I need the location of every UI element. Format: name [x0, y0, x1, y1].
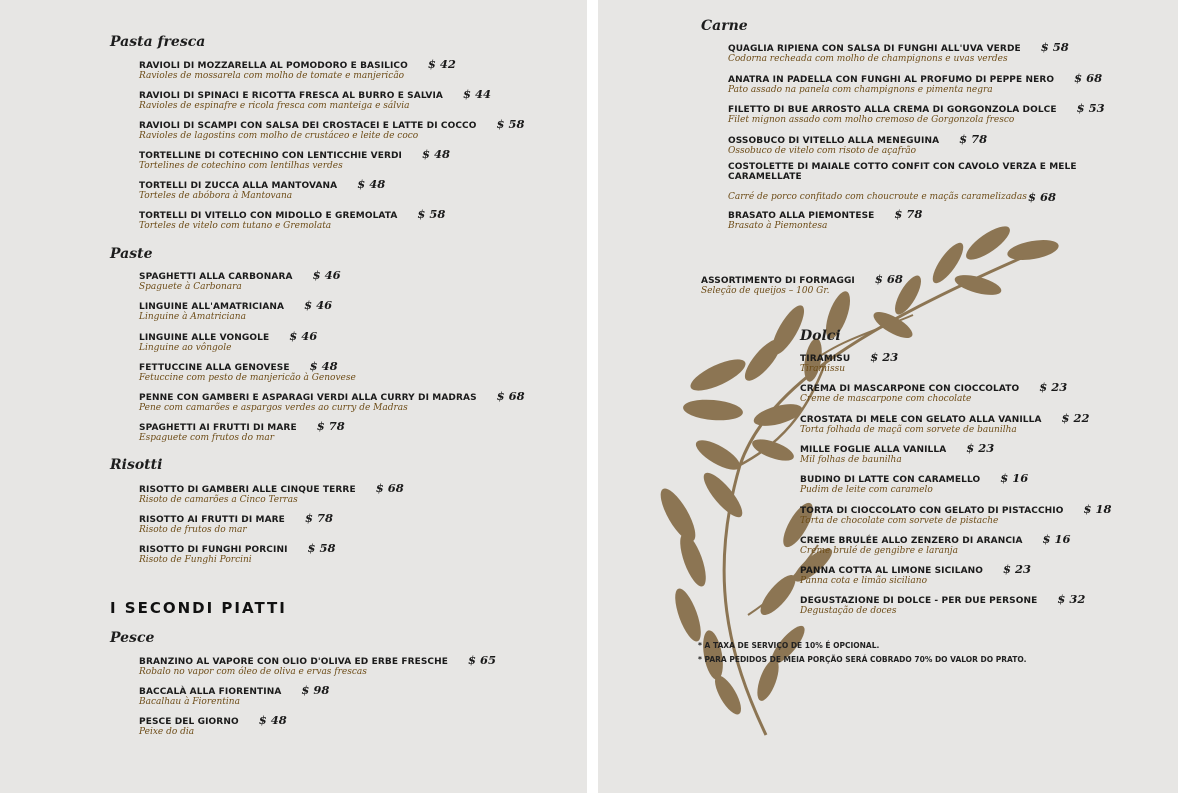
- item-description: Bacalhau à Fiorentina: [139, 697, 240, 707]
- menu-item: [139, 329, 317, 353]
- item-price: $ 58: [307, 541, 336, 555]
- item-name: PENNE CON GAMBERI E ASPARAGI VERDI ALLA CURRY DI MADRAS: [139, 393, 477, 403]
- item-name: TIRAMISU: [800, 354, 851, 364]
- item-description: Panna cota e limão siciliano: [800, 576, 928, 586]
- item-price: $ 78: [894, 207, 923, 221]
- item-description: Risoto de Funghi Porcini: [139, 555, 252, 565]
- item-description: Risoto de frutos do mar: [139, 525, 247, 535]
- item-description: Ossobuco de vitelo com risoto de açafrão: [728, 146, 917, 156]
- item-description: Spaguete à Carbonara: [139, 282, 242, 292]
- item-name: RAVIOLI DI SCAMPI CON SALSA DEI CROSTACEI E LATTE DI COCCO: [139, 121, 477, 131]
- item-description: Espaguete com frutos do mar: [139, 433, 275, 443]
- item-description: Pudim de leite com caramelo: [800, 485, 933, 495]
- item-name: SPAGHETTI ALLA CARBONARA: [139, 272, 293, 282]
- item-price: $ 65: [468, 653, 497, 667]
- menu-item: [139, 541, 336, 565]
- menu-item: [800, 350, 898, 374]
- item-description: Linguine à Amatriciana: [139, 312, 246, 322]
- item-name: RAVIOLI DI SPINACI E RICOTTA FRESCA AL BURRO E SALVIA: [139, 91, 443, 101]
- item-description: Pene com camarões e aspargos verdes ao curry de Madras: [139, 403, 408, 413]
- item-price: $ 78: [316, 419, 345, 433]
- menu-item: [139, 653, 496, 677]
- menu-item: [800, 562, 1031, 586]
- menu-item: [139, 177, 385, 201]
- item-description: Ravioles de espinafre e ricola fresca com manteiga e sálvia: [139, 101, 410, 111]
- item-description: Creme brulé de gengibre e laranja: [800, 546, 958, 556]
- menu-item-formaggi: [701, 272, 903, 296]
- item-price: $ 78: [304, 511, 333, 525]
- section-title-risotti: Risotti: [110, 457, 163, 473]
- item-name: RAVIOLI DI MOZZARELLA AL POMODORO E BASILICO: [139, 61, 408, 71]
- menu-item: [139, 481, 404, 505]
- item-name: BUDINO DI LATTE CON CARAMELLO: [800, 475, 981, 485]
- item-price: $ 44: [463, 87, 492, 101]
- menu-item: [800, 592, 1085, 616]
- item-name: MILLE FOGLIE ALLA VANILLA: [800, 445, 947, 455]
- item-price: $ 46: [289, 329, 318, 343]
- item-name: OSSOBUCO DI VITELLO ALLA MENEGUINA: [728, 136, 940, 146]
- item-name: SPAGHETTI AI FRUTTI DI MARE: [139, 423, 297, 433]
- item-price: $ 58: [1040, 40, 1069, 54]
- item-price: $ 23: [1003, 562, 1032, 576]
- item-name: RISOTTO DI GAMBERI ALLE CINQUE TERRE: [139, 485, 356, 495]
- item-name: ASSORTIMENTO DI FORMAGGI: [701, 276, 855, 286]
- item-description: Ravioles de mossarela com molho de tomate e manjericão: [139, 71, 405, 81]
- item-description: Mil folhas de baunilha: [800, 455, 902, 465]
- item-price: $ 98: [301, 683, 330, 697]
- item-price: $ 53: [1076, 101, 1105, 115]
- item-description: Pato assado na panela com champignons e pimenta negra: [728, 85, 993, 95]
- menu-item: [728, 101, 1105, 125]
- menu-item: [139, 87, 491, 111]
- item-name: CROSTATA DI MELE CON GELATO ALLA VANILLA: [800, 415, 1042, 425]
- menu-item: [728, 71, 1102, 95]
- item-description: Linguine ao vôngole: [139, 343, 232, 353]
- item-price: $ 23: [1039, 380, 1068, 394]
- half-portion-note: * PARA PEDIDOS DE MEIA PORÇÃO SERÁ COBRADO 70% DO VALOR DO PRATO.: [698, 655, 1027, 664]
- item-description: Risoto de camarões a Cinco Terras: [139, 495, 298, 505]
- menu-item: [728, 132, 987, 156]
- item-price: $ 58: [417, 207, 446, 221]
- item-price: $ 78: [959, 132, 988, 146]
- item-description: Degustação de doces: [800, 606, 897, 616]
- menu-item: [139, 713, 287, 737]
- item-description: Codorna recheada com molho de champignons e uvas verdes: [728, 54, 1008, 64]
- item-name: BRANZINO AL VAPORE CON OLIO D'OLIVA ED ERBE FRESCHE: [139, 657, 449, 667]
- item-name: PANNA COTTA AL LIMONE SICILANO: [800, 566, 984, 576]
- item-price: $ 23: [966, 441, 995, 455]
- menu-item: [139, 298, 332, 322]
- item-description: Creme de mascarpone com chocolate: [800, 394, 972, 404]
- item-price: $ 46: [312, 268, 341, 282]
- item-name: TORTELLI DI ZUCCA ALLA MANTOVANA: [139, 181, 338, 191]
- item-description: Tiramissu: [800, 364, 845, 374]
- section-title-pesce: Pesce: [110, 630, 155, 646]
- item-price: $ 68: [496, 389, 525, 403]
- item-price: $ 48: [422, 147, 451, 161]
- menu-item: [800, 441, 994, 465]
- item-name: RISOTTO AI FRUTTI DI MARE: [139, 515, 285, 525]
- item-price: $ 48: [357, 177, 386, 191]
- item-name: TORTA DI CIOCCOLATO CON GELATO DI PISTACCHIO: [800, 506, 1064, 516]
- section-title-carne: Carne: [701, 18, 748, 34]
- section-title-secondi-piatti: I SECONDI PIATTI: [110, 599, 287, 617]
- menu-item: [800, 502, 1112, 526]
- item-name: CREMA DI MASCARPONE CON CIOCCOLATO: [800, 384, 1020, 394]
- item-name: QUAGLIA RIPIENA CON SALSA DI FUNGHI ALL'UVA VERDE: [728, 44, 1021, 54]
- item-description: Seleção de queijos – 100 Gr.: [701, 286, 830, 296]
- menu-item: [800, 380, 1067, 404]
- item-name: LINGUINE ALLE VONGOLE: [139, 333, 270, 343]
- menu-item: [139, 511, 333, 535]
- item-description: Torta folhada de maçã com sorvete de baunilha: [800, 425, 1017, 435]
- item-description: Fetuccine com pesto de manjericão à Genovese: [139, 373, 356, 383]
- menu-item: [139, 419, 345, 443]
- item-description: Robalo no vapor com óleo de oliva e ervas frescas: [139, 667, 367, 677]
- item-price: $ 68: [1074, 71, 1103, 85]
- item-price: $ 18: [1083, 502, 1112, 516]
- item-name: COSTOLETTE DI MAIALE COTTO CONFIT CON CAVOLO VERZA E MELE CARAMELLATE: [728, 162, 1077, 182]
- item-price: $ 48: [309, 359, 338, 373]
- item-price: $ 46: [304, 298, 333, 312]
- item-description: Carré de porco confitado com choucroute e maçãs caramelizadas: [728, 192, 1027, 202]
- item-price: $ 42: [427, 57, 456, 71]
- menu-item: [139, 147, 450, 171]
- item-name: ANATRA IN PADELLA CON FUNGHI AL PROFUMO DI PEPPE NERO: [728, 75, 1055, 85]
- menu-item: [139, 207, 445, 231]
- section-title-dolci: Dolci: [800, 328, 841, 344]
- item-name: DEGUSTAZIONE DI DOLCE - PER DUE PERSONE: [800, 596, 1038, 606]
- item-description: Filet mignon assado com molho cremoso de Gorgonzola fresco: [728, 115, 1015, 125]
- service-fee-note: * A TAXA DE SERVIÇO DE 10% É OPCIONAL.: [698, 641, 880, 650]
- item-price: $ 48: [258, 713, 287, 727]
- menu-item: [800, 532, 1071, 556]
- item-name: TORTELLI DI VITELLO CON MIDOLLO E GREMOLATA: [139, 211, 398, 221]
- section-title-pasta-fresca: Pasta fresca: [110, 34, 206, 50]
- menu-item: [139, 57, 456, 81]
- item-name: BACCALÀ ALLA FIORENTINA: [139, 687, 282, 697]
- item-name: FILETTO DI BUE ARROSTO ALLA CREMA DI GORGONZOLA DOLCE: [728, 105, 1057, 115]
- menu-item: [139, 268, 341, 292]
- menu-item: [728, 207, 922, 231]
- item-name: PESCE DEL GIORNO: [139, 717, 239, 727]
- item-description: Torteles de vitelo com tutano e Gremolata: [139, 221, 332, 231]
- item-name: FETTUCCINE ALLA GENOVESE: [139, 363, 290, 373]
- menu-item: [139, 683, 329, 707]
- item-name: TORTELLINE DI COTECHINO CON LENTICCHIE VERDI: [139, 151, 402, 161]
- item-price: $ 68: [874, 272, 903, 286]
- section-title-paste: Paste: [110, 246, 153, 262]
- item-price: $ 32: [1057, 592, 1086, 606]
- item-price: $ 58: [496, 117, 525, 131]
- item-name: RISOTTO DI FUNGHI PORCINI: [139, 545, 288, 555]
- item-description: Torta de chocolate com sorvete de pistache: [800, 516, 999, 526]
- item-name: BRASATO ALLA PIEMONTESE: [728, 211, 875, 221]
- item-name: LINGUINE ALL'AMATRICIANA: [139, 302, 285, 312]
- menu-item: [139, 117, 525, 141]
- item-price: $ 22: [1061, 411, 1090, 425]
- menu-item: [139, 389, 525, 413]
- menu-item: [800, 471, 1028, 495]
- item-price: $ 68: [1028, 190, 1057, 204]
- menu-item: [800, 411, 1090, 435]
- item-price: $ 68: [375, 481, 404, 495]
- menu-page-left: [0, 0, 587, 793]
- menu-item: [728, 40, 1069, 64]
- menu-item: [139, 359, 356, 383]
- item-price: $ 23: [870, 350, 899, 364]
- item-description: Ravioles de lagostins com molho de crustáceo e leite de coco: [139, 131, 419, 141]
- item-description: Peixe do dia: [139, 727, 195, 737]
- item-name: CREME BRULÉE ALLO ZENZERO DI ARANCIA: [800, 536, 1023, 546]
- menu-page-right: [598, 0, 1178, 793]
- item-price: $ 16: [1042, 532, 1071, 546]
- item-description: Brasato à Piemontesa: [728, 221, 828, 231]
- menu-item: [728, 162, 1110, 202]
- item-description: Tortelines de cotechino com lentilhas verdes: [139, 161, 343, 171]
- item-description: Torteles de abóbora à Mantovana: [139, 191, 293, 201]
- item-price: $ 16: [1000, 471, 1029, 485]
